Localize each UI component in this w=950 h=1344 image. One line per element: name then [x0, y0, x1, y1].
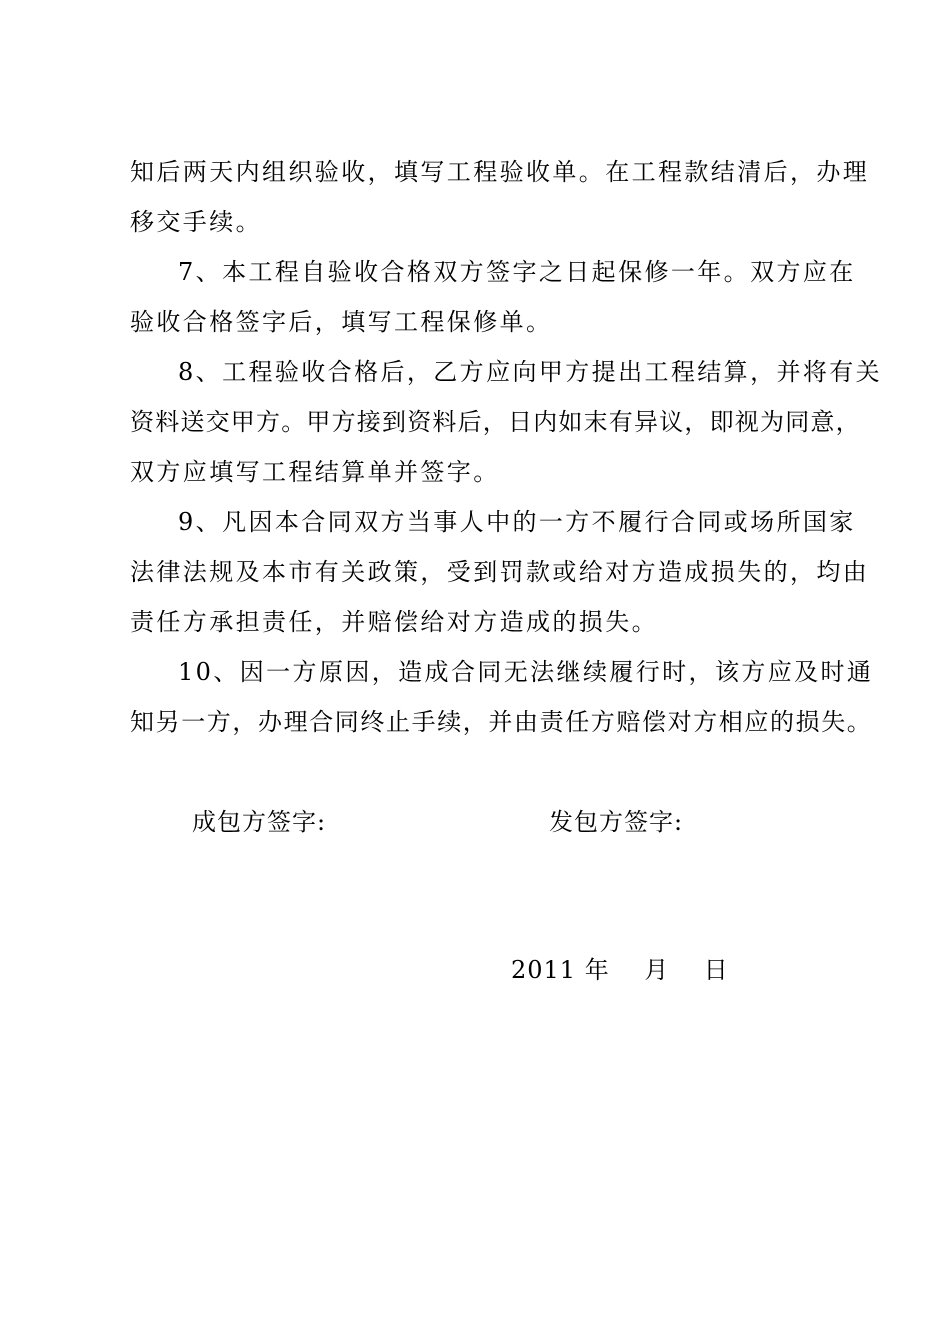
paragraph-9-line-1: 9、凡因本合同双方当事人中的一方不履行合同或场所国家	[178, 508, 856, 536]
signing-date: 2011 年 月 日	[511, 956, 729, 984]
paragraph-8-line-3: 双方应填写工程结算单并签字。	[130, 458, 500, 486]
paragraph-7-line-2: 验收合格签字后，填写工程保修单。	[130, 308, 553, 336]
paragraph-9-line-3: 责任方承担责任，并赔偿给对方造成的损失。	[130, 608, 658, 636]
paragraph-10-line-2: 知另一方，办理合同终止手续，并由责任方赔偿对方相应的损失。	[130, 708, 873, 736]
paragraph-7-line-1: 7、本工程自验收合格双方签字之日起保修一年。双方应在	[178, 258, 856, 286]
paragraph-10-line-1: 10、因一方原因，造成合同无法继续履行时，该方应及时通	[178, 658, 874, 686]
paragraph-6-line-3: 移交手续。	[130, 208, 262, 236]
paragraph-8-line-1: 8、工程验收合格后，乙方应向甲方提出工程结算，并将有关	[178, 358, 883, 386]
paragraph-6-line-2: 知后两天内组织验收，填写工程验收单。在工程款结清后，办理	[130, 158, 870, 186]
contractor-signature-label: 成包方签字:	[192, 808, 327, 836]
employer-signature-label: 发包方签字:	[549, 808, 684, 836]
paragraph-8-line-2: 资料送交甲方。甲方接到资料后，日内如末有异议，即视为同意，	[130, 408, 861, 436]
paragraph-9-line-2: 法律法规及本市有关政策，受到罚款或给对方造成损失的，均由	[130, 558, 870, 586]
